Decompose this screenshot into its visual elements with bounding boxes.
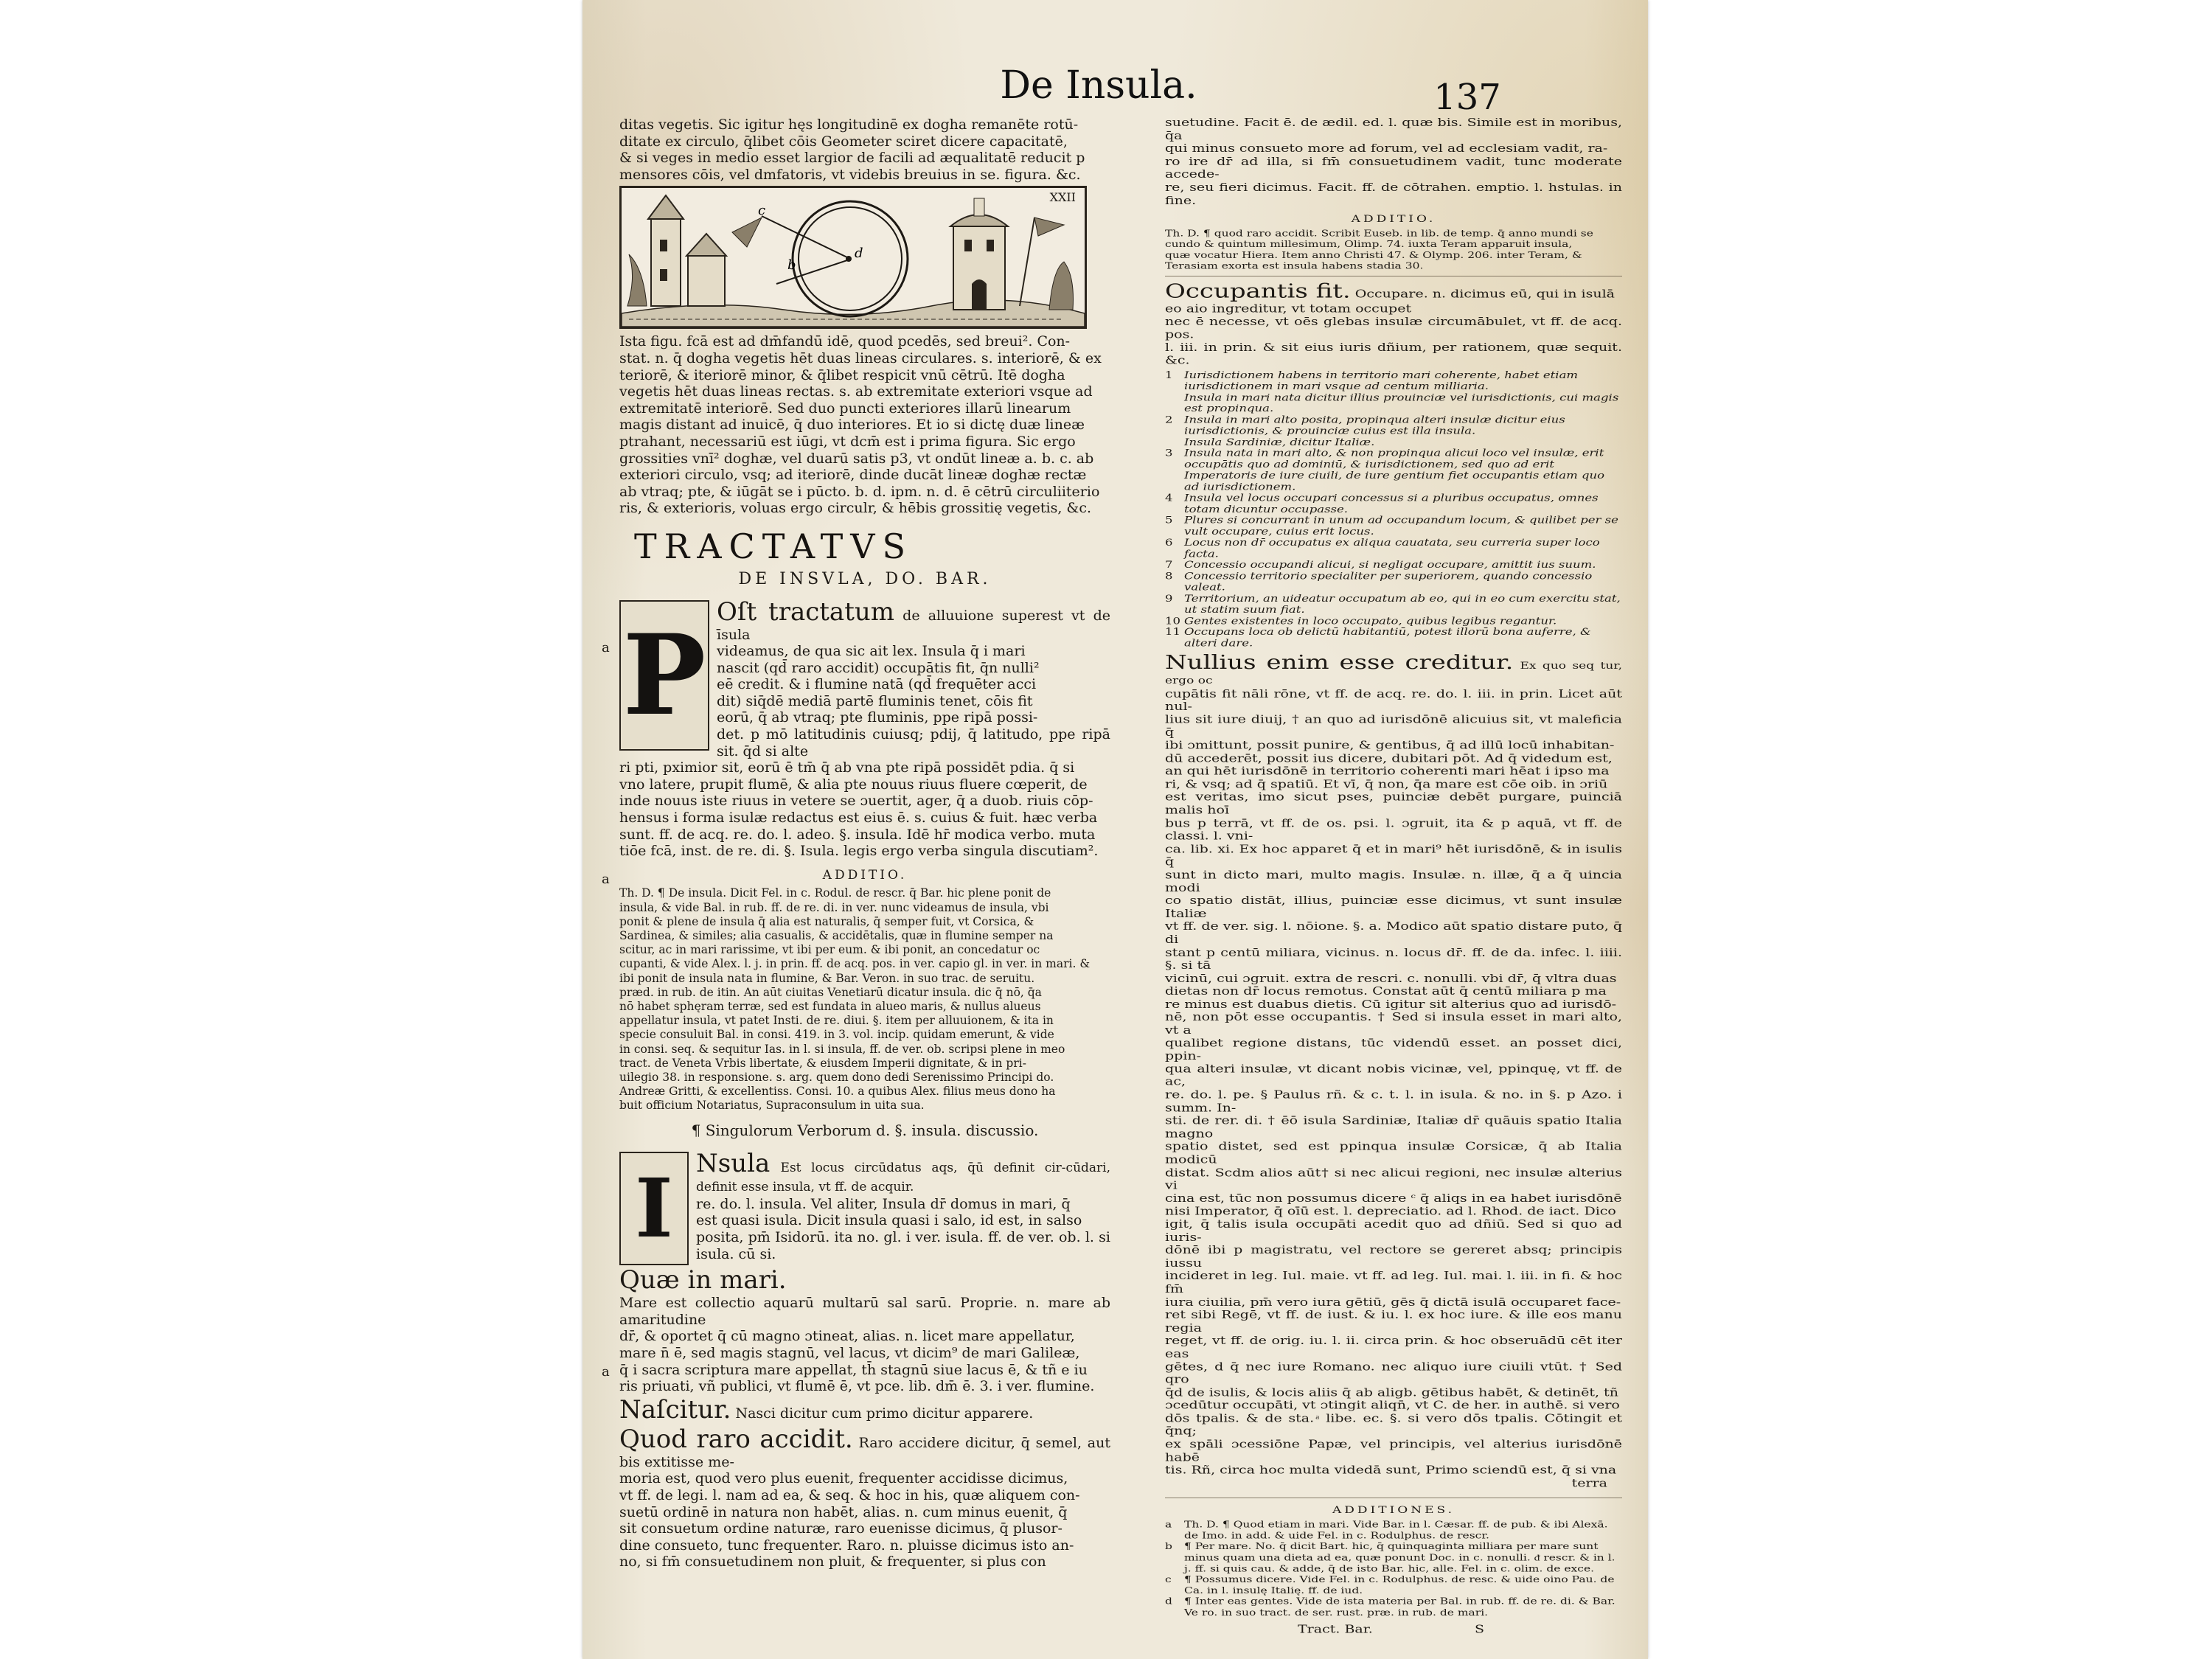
figure-label: XXII [1049,190,1076,205]
decorated-initial-p: P [619,600,709,751]
summary-entry: 11 Occupans loca ob delictū habitantiū, potest illorū bona auferre, & alteri dare. [1165,626,1591,649]
right-column [1165,116,1622,1637]
summary-entry: 1 Iurisdictionem habens in territorio mari coherente, habet etiam iurisdictionem in mari vsque ad centum milliaria. [1165,369,1579,392]
additio-entry: d ¶ Inter eas gentes. Vide de ista materia per Bal. in rub. ff. de re. di. & Bar. Ve ro. in suo tract. de ser. rust. præ. in rub. de mari. [1165,1596,1615,1618]
summary-entry: 7 Concessio occupandi alicui, si negligat occupare, amittit ius suum. [1165,559,1596,571]
nullius-paragraph: Nullius enim esse creditur. Ex quo seq tur, ergo oc cupātis fit nāli rōne, vt ff. de acq. re. do. l. iii. in prin. Licet aūt nul- lius sit iure diuij, † an quo ad iurisdōnē alicuius sit, vt maleficia q̄ ibi ɔmittunt, possit punire, & gentibus, q̄ ad illū locū inhabitan- dū accederēt, possit ius dicere, dubitari pōt. Ad q̄ videdum est, an qui hēt iurisdōnē in territorio coherenti mari hēat i ipso ma ri, & vsq; ad q̄ spatiū. Et vī, q̄ non, q̄a mare est cōe oib. in ɔriū est veritas, imo sicut pses, puinciæ debēt purgare, puinciā malis hoī bus p terrā, vt ff. de os. psi. l. ɔgruit, ita & p aquā, vt ff. de classi. l. vni- ca. lib. xi. Ex hoc apparet q̄ et in mari⁹ hēt iurisdōnē, & in isulis q̄ sunt in dicto mari, multo magis. Insulæ. n. illæ, q̄ a q̄ uincia modi co spatio distāt, illius, puinciæ esse dicimus, vt sunt insulæ Italiæ vt ff. de ver. sig. l. nōione. §. a. Modico aūt spatio distare puto, q̄ di stant p centū miliara, vicinus. n. locus dr̄. ff. de da. infec. l. iiii. §. si tā vicinū, cui ɔgruit. extra de rescri. c. nonulli. vbi dr̄, q̄ vltra duas dietas non dr̄ locus remotus. Constat aūt q̄ centū miliara p ma re minus est duabus dietis. Cū igitur sit alterius quo ad iurisdō- nē, non pōt esse occupantis. † Sed si insula esset in mari alto, vt a qualibet regione distans, tūc videndū esset. an posset dici, ppin- qua alteri insulæ, vt dicant nobis vicinæ, vel, ppinquę, vt ff. de ac, re. do. l. pe. § Paulus rñ. & c. t. l. in isula. & no. in §. p Azo. i summ. In- sti. de rer. di. † ēō isula Sardiniæ, Italiæ dr̄ quāuis spatio Italia magno spatio distet, sed est ppinqua insulæ Corsicæ, q̄ ab Italia modicū distat. Scdm alios aūt† si nec alicui regioni, nec insulæ alterius vi cina est, tūc non possumus dicere ᶜ q̄ aliqs in ea habet iurisdōnē nisi Imperator, q̄ oīū est. l. depreciatio. ad l. Rhod. de iact. Dico igit, q̄ talis isula occupāti acedit quo ad dñiū. Sed si quo ad iuris- dōnē ibi p magistratu, vel rectore se gereret absq; principis iussu incideret in leg. Iul. maie. vt ff. ad leg. Iul. mai. l. iii. in fi. & hoc fm̄ iura ciuilia, pm̄ vero iura gētiū, gēs q̄ dictā isulā occuparet face- ret sibi Regē, vt ff. de iust. & iu. l. ex hoc iure. & ille eos manu regia reget, vt ff. de orig. iu. l. ii. circa prin. & hoc obseruādū cēt iter eas gētes, d q̄ nec iure Romano. nec aliquo iure ciuili vtūt. † Sed qro q̄d de isulis, & locis aliis q̄ ab aligb. gētibus habēt, & detinēt, tñ ɔcedūtur occupāti, vt ɔtingit aliqn̄, vt C. de her. in authē. si vero dōs tpalis. & de sta. ͣ libe. ec. §. si vero dōs tpalis. Cōtingit et q̄nq; ex spāli ɔcessiōne Papæ, vel principis, vel alterius iurisdōnē habē tis. Rñ, circa hoc multa videdā sunt, Primo sciendū est, q̄ si vna [1165,650,1623,1477]
page-footer [1165,1623,1622,1637]
lead-post-tractatum: Oſt tractatum [717,597,894,627]
insula-paragraph: I Nsula Est locus circūdatus aqs, q̄ū definit cir-cūdari, definit esse insula, vt ff. de acquir. re. do. l. insula. Vel aliter, Insula dr̄ domus in mari, q̄ est quasi isula. Dicit insula quasi i salo, id est, in salso posita, pm̄ Isidorū. ita no. gl. i ver. isula. ff. de ver. ob. l. si isula. cū si. [619,1149,1110,1262]
summary-list [1165,369,1622,649]
additio-note: Th. D. ¶ De insula. Dicit Fel. in c. Rodul. de rescr. q̄ Bar. hic plene ponit de insula, & vide Bal. in rub. ff. de re. di. in ver. nunc videamus de insula, vbi ponit & plene de insula q̄ alia est naturalis, q̄ semper fuit, vt Corsica, & Sardinea, & similes; alia casualis, & accidētalis, quæ in flumine semper na scitur, ac in mari rarissime, vt ibi per eum. & ibi ponit, an concedatur oc cupanti, & vide Alex. l. j. in prin. ff. de acq. pos. in ver. capio gl. in ver. in mari. & ibi ponit de insula nata in flumine, & Bar. Veron. in suo trac. de seruitu. præd. in rub. de itin. An aūt ciuitas Venetiarū dicatur insula. dic q̄ nō, q̄a nō habet sphęram terræ, sed est fundata in alueo maris, & nullus alueus appellatur insula, vt patet Insti. de re. diui. §. item per alluuionem, & ita in specie consuluit Bal. in consi. 419. in 3. vol. incip. quidam emerunt, & vide in consi. seq. & sequitur Ias. in l. si insula, ff. de ver. ob. scripsi plene in meo tract. de Veneta Vrbis libertate, & eiusdem Imperii dignitate, & in pri- uilegio 38. in responsione. s. arg. quem dono dedi Serenissimo Principi do. Andreæ Gritti, & excellentiss. Consi. 10. a quibus Alex. filius meus dono ha buit officium Notariatus, Supraconsulum in uita sua. [619,886,1091,1113]
concentric-circles-icon [758,201,908,316]
letter-c: c [758,203,766,219]
lead-quae-in-mari: Quæ in mari. [619,1265,787,1295]
left-para1: ditas vegetis. Sic igitur hęs longitudinē ex dogha remanēte rotū- ditate ex circulo, q̄libet cōis Geometer sciret dicere capacitatē, & si veges in medio esset largior de facili ad æqualitatē reducit p mensores cōis, vel dmfatoris, vt videbis breuius in se. figura. &c. [619,116,1085,183]
woodcut-diagram [619,186,1087,329]
letter-d: d [855,246,863,262]
lead-insula: Nsula [696,1149,771,1179]
book-page [582,0,1648,1659]
margin-mark-a: a [602,1364,610,1380]
summary-entry: 2 Insula in mari alto posita, propinqua alteri insulæ dicitur eius iurisdictionis, & prouinciæ cuius est illa insula. [1165,414,1565,437]
additio-entry: c ¶ Possumus dicere. Vide Fel. in c. Rodulphus. de resc. & uide oino Pau. de Ca. in l. insulę Italię. ff. de iud. [1165,1574,1615,1596]
tractatus-subheading: DE INSVLA, DO. BAR. [738,569,992,588]
catchword: terra [1571,1477,1607,1490]
summary-entry: 5 Plures si concurrant in unum ad occupandum locum, & quilibet per se vult occupare, cuius erit locus. [1165,514,1618,537]
tractatus-heading: TRACTATVS [634,526,914,566]
left-column [619,116,1110,1571]
summary-entry: Insula in mari nata dicitur illius prouinciæ vel iurisdictionis, cui magis est propinqua. [1184,392,1619,414]
opening-paragraph: P Oſt tractatum de alluuione superest vt de īsula videamus, de qua sic ait lex. Insula q̄ i mari nascit (qd̄ raro accidit) occupātis fit, q̄n nulli² eē credit. & i flumine natā (qd̄ frequēter acci dit) siq̄dē mediā partē fluminis tenet, cōis fit eorū, q̄ ab vtraq; pte fluminis, ppe ripā possi- det. p mō latitudinis cuiusq; pdij, q̄ latitudo, ppe ripā sit. q̄d si alte ri pti, pximior sit, eorū ē tm̄ q̄ ab vna pte ripā possidēt pdia. q̄ si vno latere, prupit flumē, & alia pte nouus riuus fluere cœperit, de inde nouus iste riuus in vetere se ɔuertit, ager, q̄ a duob. riuis cōp- hensus i forma isulæ redactus est eius ē. s. cuius & fuit. hæc verba sunt. ff. de acq. re. do. l. adeo. §. insula. Idē hr̄ modica verbo. muta tiōe fcā, inst. de re. di. §. Isula. legis ergo verba singula discutiam². [619,597,1110,860]
summary-entry: Insula Sardiniæ, dicitur Italiæ. [1184,436,1375,448]
additiones-heading: ADDITIONES. [1332,1504,1455,1517]
summary-entry: 6 Locus non dr̄ occupatus ex aliqua cauatata, seu curreria super loco facta. [1165,537,1600,560]
lead-occupantis: Occupantis fit. [1165,279,1351,303]
lead-nullius: Nullius enim esse creditur. [1165,650,1514,674]
margin-mark-a: a [602,872,610,887]
additiones-list [1165,1520,1622,1618]
margin-mark-a: a [602,640,610,655]
occupantis-paragraph: Occupantis fit. Occupare. n. dicimus eū, qui in isulā eo aio ingreditur, vt totam occupet nec ē necesse, vt oēs glebas insulæ circumābulet, vt ff. de acq. pos. l. iii. in prin. & sit eius iuris dñium, per rationem, quæ sequit. &c. [1165,279,1622,367]
summary-entry: 3 Insula nata in mari alto, & non propinqua alicui loco vel insulæ, erit occupātis quo ad dominiū, & iurisdictionem, sed quo ad erit Imperatoris de iure ciuili, de iure gentium fiet occupantis etiam quo ad iurisdictionem. [1165,448,1605,493]
decorated-initial-i: I [619,1152,689,1265]
singulorum-heading: ¶ Singulorum Verborum d. §. insula. discussio. [691,1121,1039,1139]
additio-note-right: Th. D. ¶ quod raro accidit. Scribit Euseb. in lib. de temp. q̄ anno mundi se cundo & quintum millesimum, Olimp. 74. iuxta Teram apparuit insula, quæ vocatur Hiera. Item anno Christi 47. & Olymp. 206. inter Teram, & Terasiam exorta est insula habens stadia 30. [1165,228,1593,272]
lead-nascitur: Naſcitur. [619,1394,731,1425]
additio-entry: b ¶ Per mare. No. q̄ dicit Bart. hic, q̄ quinquaginta milliara per mare sunt minus quam una dieta ad ea, quæ ponunt Doc. in c. nonulli. ᵭ rescr. & in l. j. ff. si quis cau. & adde, q̄ de isto Bar. hic, alle. Fel. in c. olim. de exce. [1165,1541,1615,1574]
folio-number: 137 [1433,77,1501,118]
summary-entry: 8 Concessio territorio specialiter per superiorem, quando concessio valeat. [1165,570,1593,593]
footer-title: Tract. Bar. [1298,1623,1373,1636]
summary-entry: 10 Gentes existentes in loco occupato, quibus legibus regantur. [1165,615,1557,627]
quae-in-mari-paragraph: Quæ in mari. Mare est collectio aquarū multarū sal sarū. Proprie. n. mare ab amaritudine dr̄, & oportet q̄ cū magno ɔtineat, alias. n. licet mare appellatur, mare n̄ ē, sed magis stagnū, vel lacus, vt dicim⁹ de mari Galileæ, q̄ i sacra scriptura mare appellat, th̄ stagnū siue lacus ē, & tñ e iu ris priuati, vñ publici, vt flumē ē, vt pce. lib. dm̄ ē. 3. i ver. flumine. Naſcitur. Nasci dicitur cum primo dicitur apparere. Quod raro accidit. Raro accidere dicitur, q̄ semel, aut bis extitisse me- moria est, quod vero plus euenit, frequenter accidisse dicimus, vt ff. de legi. l. nam ad ea, & seq. & hoc in his, quæ aliquem con- suetū ordinē in natura non habēt, alias. n. cum minus euenit, q̄ sit consuetum ordine naturæ, raro euenisse dicimus, q̄ plusor- dine consueto, tunc frequenter. Raro. n. pluisse dicimus isto an- no, si fm̄ consuetudinem non pluit, & frequenter, si plus con [619,1265,1110,1571]
left-para2: Ista figu. fcā est ad dm̄fandū idē, quod pcedēs, sed breui². Con- stat. n. q̄ dogha vegetis hēt duas lineas circulares. s. interiorē, & ex teriorē, & iteriorē minor, & q̄libet respicit vnū cētrū. Itē dogha vegetis hēt duas lineas rectas. s. ab extremitate exteriori vsque ad extremitatē interiorē. Sed duo puncti exteriores illarū linearum magis distant ad inuicē, q̄ duo interiores. Et io si dictę duæ lineæ ptrahant, necessariū est iūgi, vt dcm̄ est i prima figura. Sic ergo grossities vnī² doghæ, vel duarū satis p3, vt ondūt lineæ a. b. c. ab exteriori circulo, vsq; ad iteriorē, dinde ducāt lineæ doghæ rectæ ab vtraq; pte, & iūgāt se i pūcto. b. d. ipm. n. d. ē cētrū circuliiterio ris, & exterioris, voluas ergo circulr, & hēbis grossitię vegetis, &c. [619,333,1102,517]
woodcut-illustration [622,188,1085,327]
summary-entry: 4 Insula vel locus occupari concessus si a pluribus occupatus, omnes totam dicuntur occupasse. [1165,492,1599,515]
signature-mark: S [1475,1623,1485,1636]
right-tower-icon [950,198,1074,310]
page-title: De Insula. [1000,63,1197,108]
lead-quod-raro: Quod raro accidit. [619,1424,853,1454]
additio-heading: ADDITIO. [822,867,908,883]
left-tower-icon [627,195,762,306]
additio-entry: a Th. D. ¶ Quod etiam in mari. Vide Bar. in l. Cæsar. ff. de pub. & ibi Alexā. de Imo. in add. & uide Fel. in c. Rodulphus. de rescr. [1165,1519,1608,1541]
letter-b: b [787,257,796,274]
right-top-paragraph: suetudine. Facit ē. de ædil. ed. l. quæ bis. Simile est in moribus, q̄a qui minus consueto more ad forum, vel ad ecclesiam vadit, ra- ro ire dr̄ ad illa, si fm̄ consuetudinem vadit, tunc moderate accede- re, seu fieri dicimus. Facit. ff. de cōtrahen. emptio. l. hstulas. in fine. [1165,116,1622,207]
additio-heading-right: ADDITIO. [1351,213,1436,225]
summary-entry: 9 Territorium, an uideatur occupatum ab eo, qui in eo cum exercitu stat, ut statim suum fiat. [1165,593,1621,615]
